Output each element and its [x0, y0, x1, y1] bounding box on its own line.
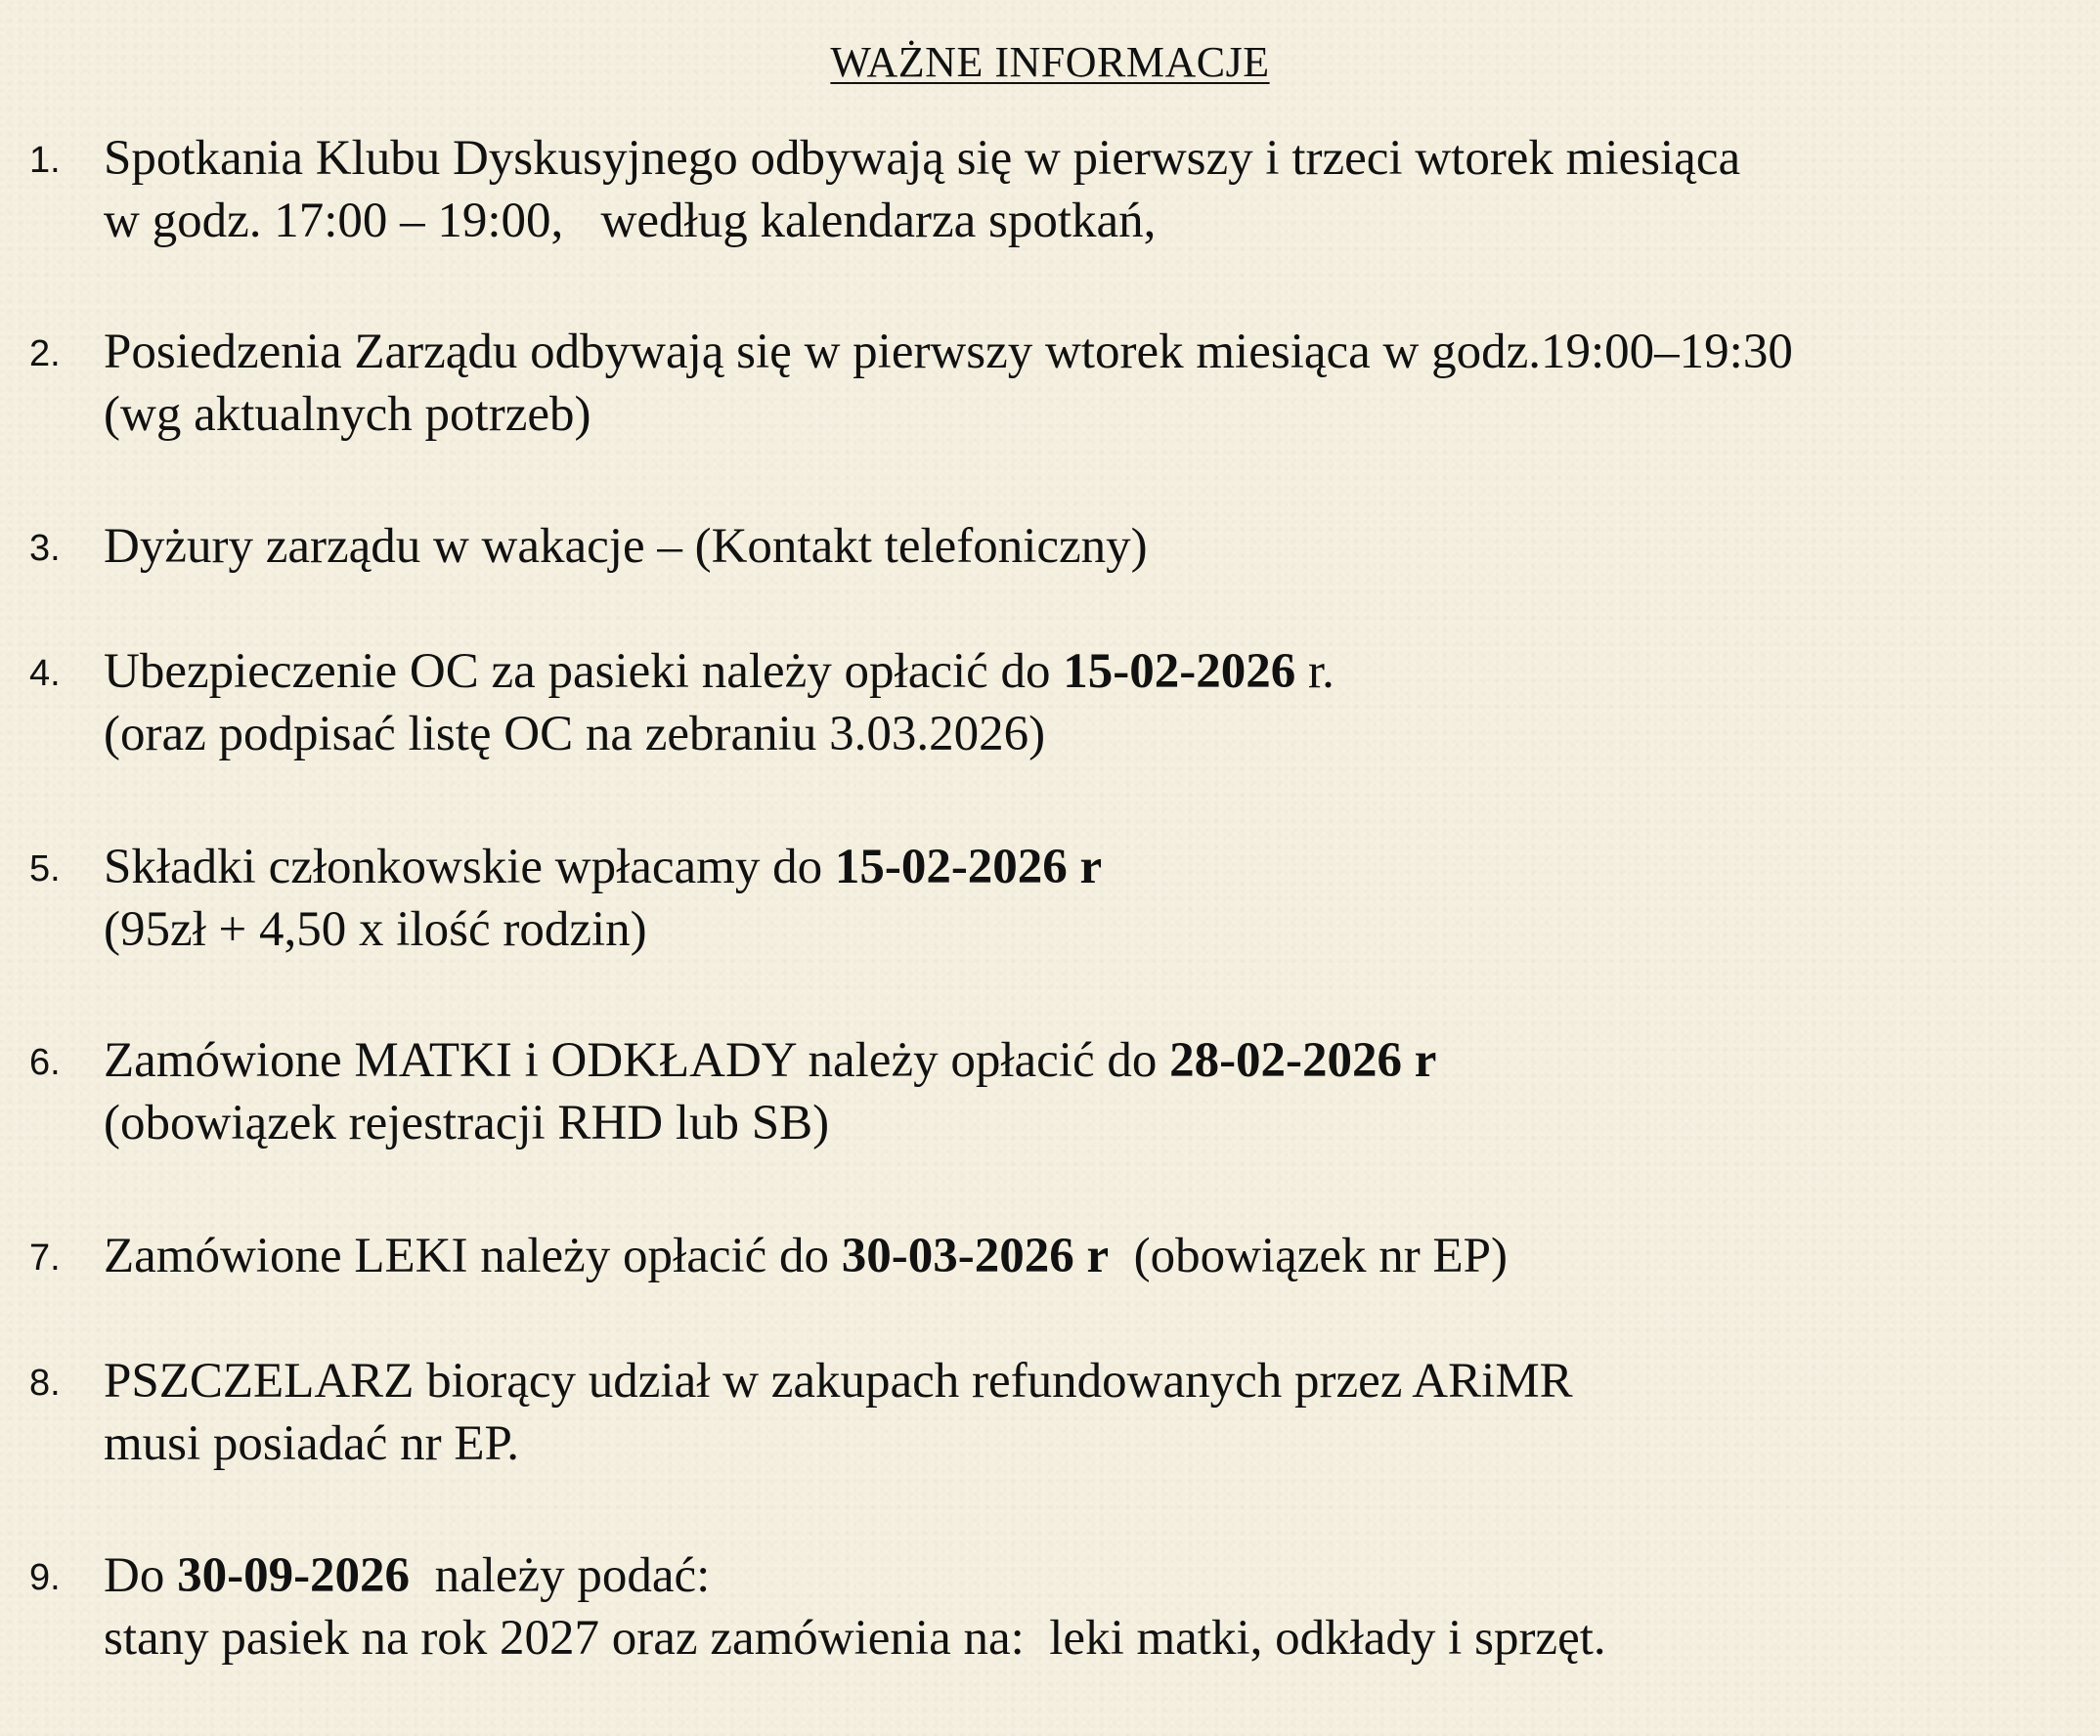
item-text-after: r.: [1295, 644, 1334, 699]
item-text-line-1: Spotkania Klubu Dyskusyjnego odbywają się w pierwszy i trzeci wtorek miesiąca: [104, 131, 1741, 186]
item-number: 8.: [29, 1363, 61, 1404]
deadline-date: 30-09-2026: [177, 1548, 411, 1603]
item-text-before: Zamówione LEKI należy opłacić do: [104, 1229, 842, 1283]
item-text-line-2: (oraz podpisać listę OC na zebraniu 3.03.2026): [104, 707, 1046, 761]
deadline-date: 28-02-2026 r: [1169, 1033, 1437, 1088]
item-text-line-1: [104, 1544, 710, 1607]
deadline-date: 15-02-2026 r: [834, 840, 1103, 894]
item-number: 3.: [29, 528, 61, 569]
item-text-line-2: (95zł + 4,50 x ilość rodzin): [104, 902, 647, 957]
item-text-line-2: musi posiadać nr EP.: [104, 1416, 519, 1471]
deadline-date: 30-03-2026 r: [841, 1229, 1110, 1283]
item-text-line-1: [104, 1225, 1508, 1287]
item-text-line-2: w godz. 17:00 – 19:00, według kalendarza spotkań,: [104, 194, 1157, 248]
item-number: 9.: [29, 1557, 61, 1598]
page-title-text: WAŻNE INFORMACJE: [830, 38, 1270, 86]
item-text-line-2: (wg aktualnych potrzeb): [104, 387, 591, 442]
item-text-line-2: stany pasiek na rok 2027 oraz zamówienia na: leki matki, odkłady i sprzęt.: [104, 1611, 1606, 1666]
item-text-before: Składki członkowskie wpłacamy do: [104, 840, 835, 894]
item-text-line-1: Dyżury zarządu w wakacje – (Kontakt telefoniczny): [104, 519, 1148, 574]
item-text-line-1: [104, 1029, 1436, 1092]
item-text-before: Zamówione MATKI i ODKŁADY należy opłacić do: [104, 1033, 1170, 1088]
item-text-line-1: PSZCZELARZ biorący udział w zakupach refundowanych przez ARiMR: [104, 1354, 1573, 1409]
item-text-before: Do: [104, 1548, 178, 1603]
deadline-date: 15-02-2026: [1063, 644, 1296, 699]
item-text-after: (obowiązek nr EP): [1109, 1229, 1509, 1283]
item-number: 5.: [29, 848, 61, 890]
item-number: 2.: [29, 333, 61, 374]
page-title: [0, 37, 2100, 88]
item-text-line-2: (obowiązek rejestracji RHD lub SB): [104, 1096, 830, 1150]
item-text-before: Ubezpieczenie OC za pasieki należy opłacić do: [104, 644, 1064, 699]
item-number: 7.: [29, 1237, 61, 1279]
item-number: 4.: [29, 653, 61, 694]
item-text-line-1: [104, 836, 1102, 898]
item-text-after: należy podać:: [410, 1548, 711, 1603]
item-text-line-1: Posiedzenia Zarządu odbywają się w pierwszy wtorek miesiąca w godz.19:00–19:30: [104, 325, 1793, 379]
item-number: 6.: [29, 1042, 61, 1083]
item-number: 1.: [29, 140, 61, 181]
item-text-line-1: [104, 640, 1334, 703]
